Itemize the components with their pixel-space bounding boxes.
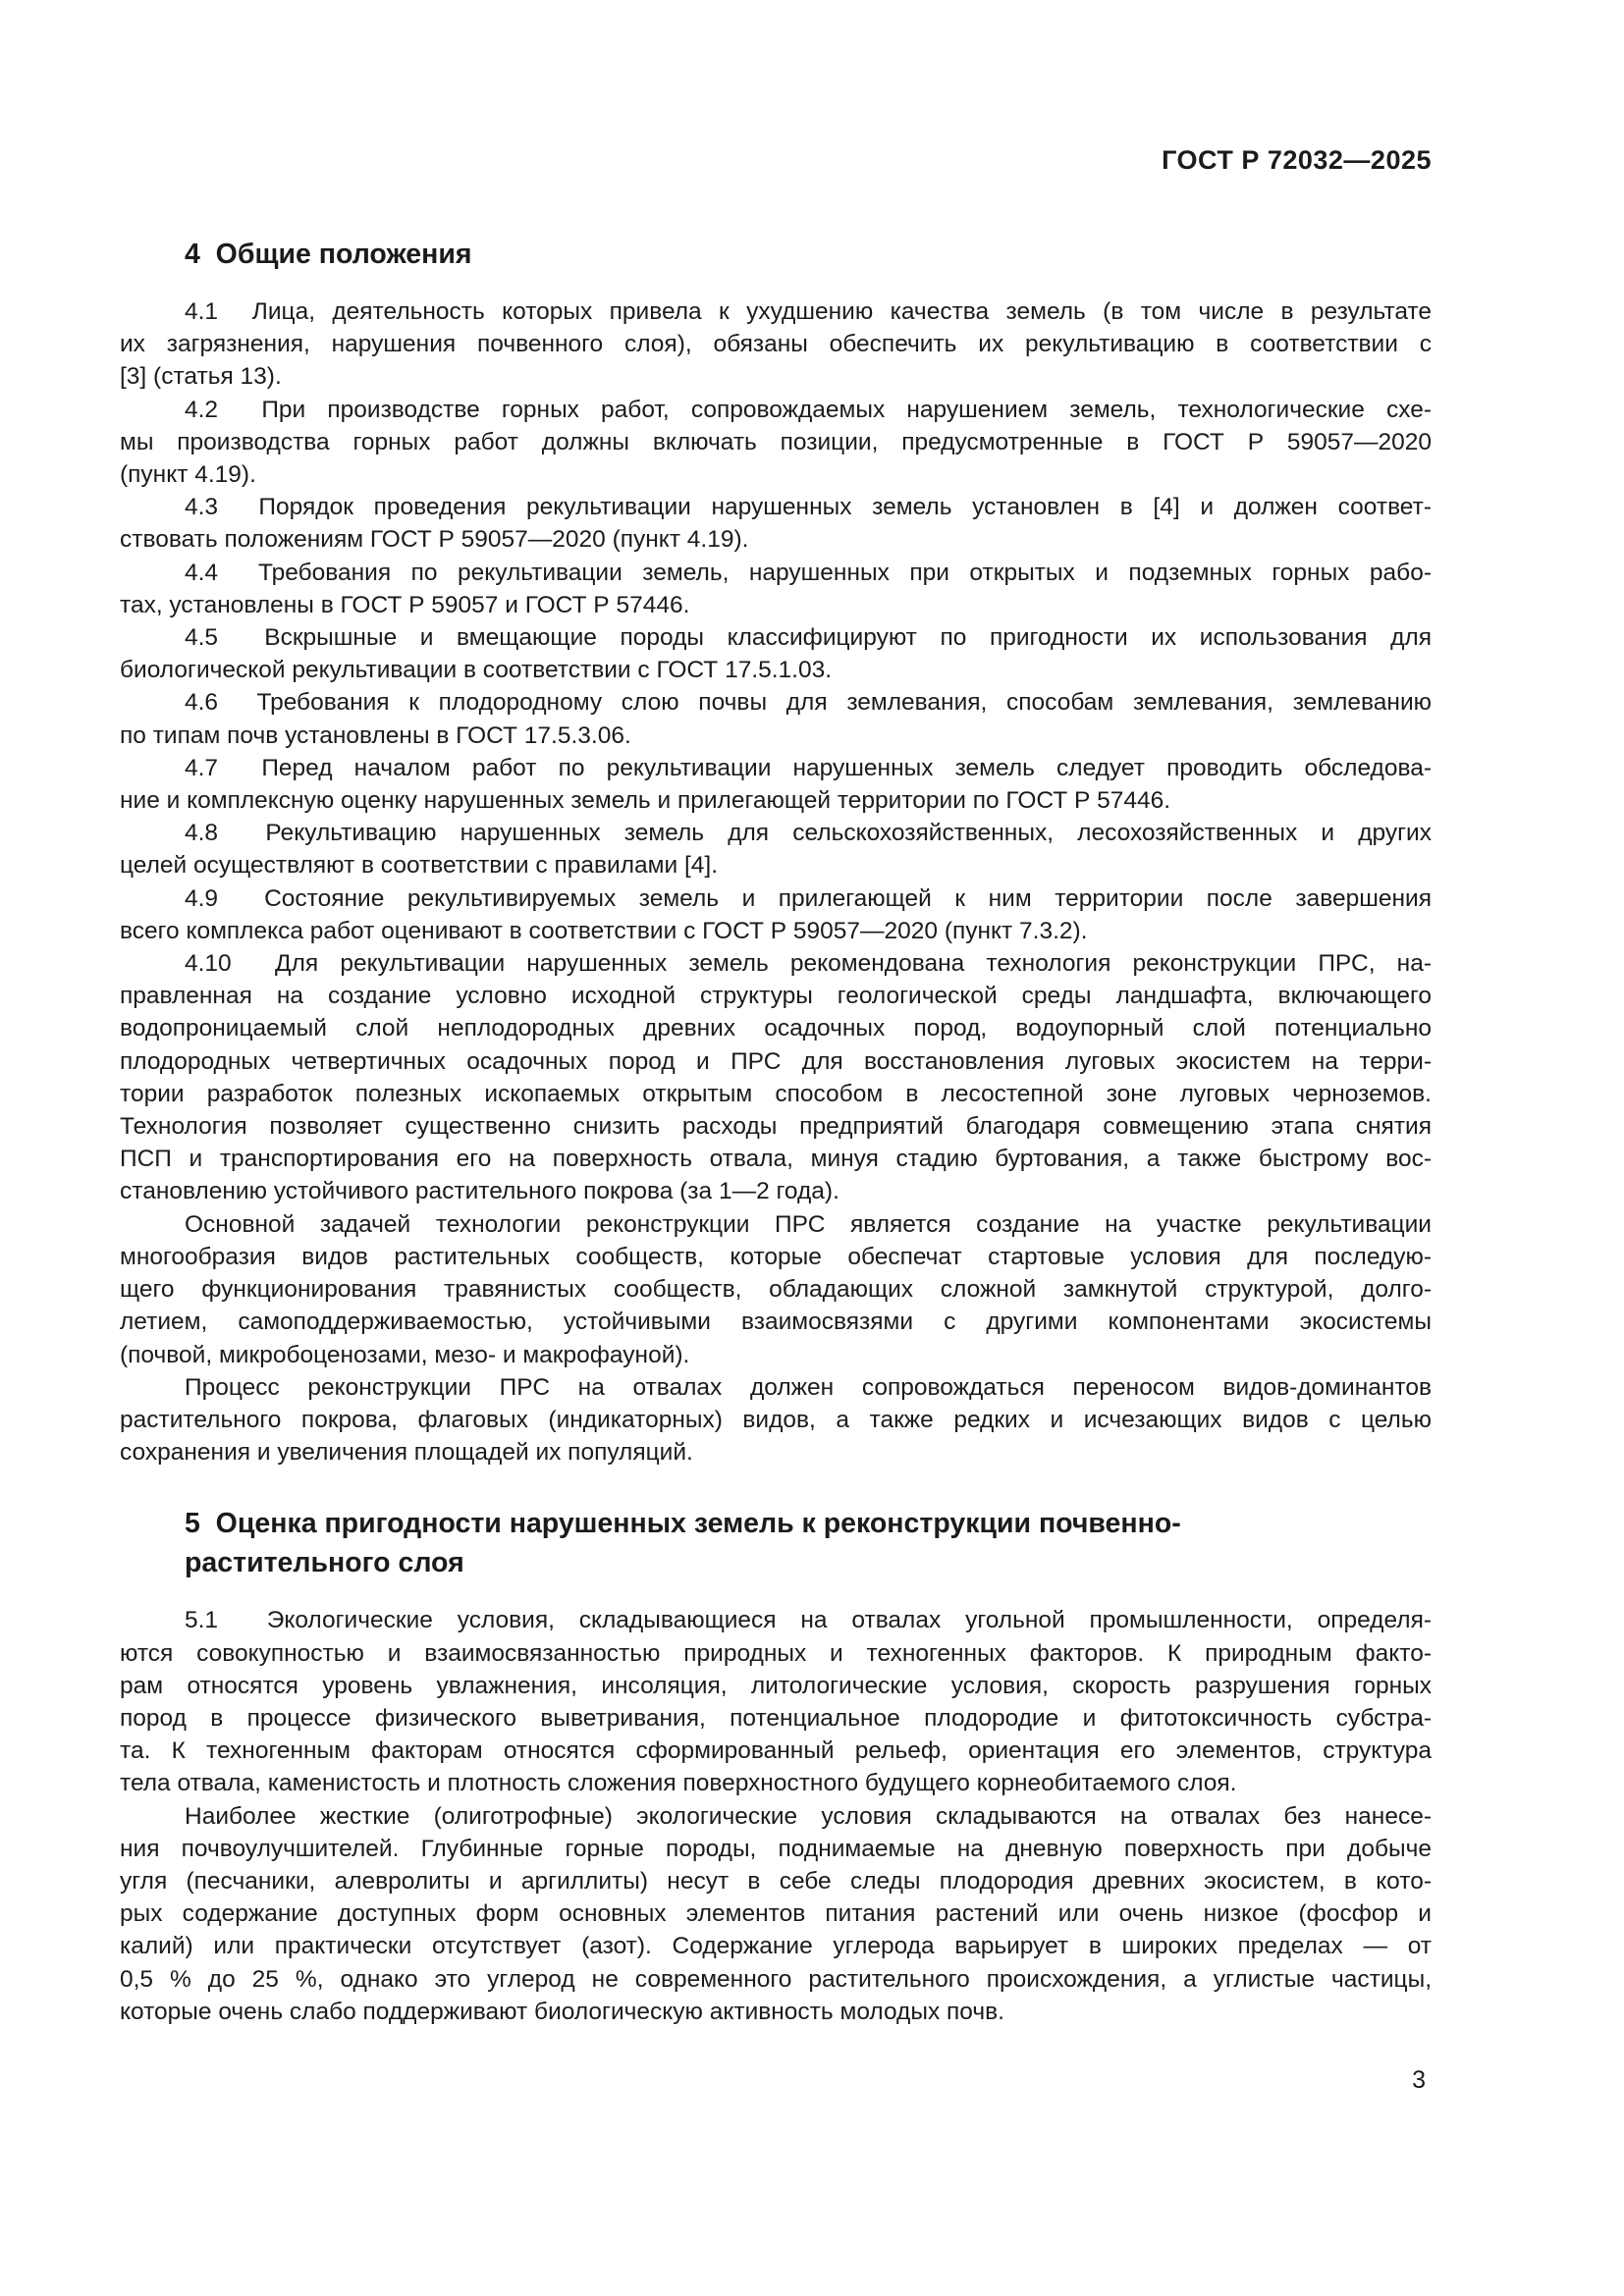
text-line: тории разработок полезных ископаемых открытым способом в лесостепной зоне луговых черноземов. xyxy=(120,1080,1432,1107)
text-line: 4.4 Требования по рекультивации земель, нарушенных при открытых и подземных горных рабо- xyxy=(185,559,1432,586)
text-line: летием, самоподдерживаемостью, устойчивыми взаимосвязями с другими компонентами экосистемы xyxy=(120,1308,1432,1336)
section xyxy=(120,235,1432,1468)
paragraph xyxy=(120,1371,1432,1469)
paragraph xyxy=(120,882,1432,947)
text-line: (пункт 4.19). xyxy=(120,461,256,489)
text-line: 4.9 Состояние рекультивируемых земель и прилегающей к ним территории после завершения xyxy=(185,884,1432,912)
text-line: биологической рекультивации в соответствии с ГОСТ 17.5.1.03. xyxy=(120,657,833,684)
text-line: 4.3 Порядок проведения рекультивации нарушенных земель установлен в [4] и должен соответ- xyxy=(185,494,1432,521)
text-line: которые очень слабо поддерживают биологическую активность молодых почв. xyxy=(120,1998,1004,2025)
text-line: сохранения и увеличения площадей их популяций. xyxy=(120,1439,693,1467)
text-line: всего комплекса работ оценивают в соответствии с ГОСТ Р 59057—2020 (пункт 7.3.2). xyxy=(120,917,1088,944)
text-line: ствовать положениям ГОСТ Р 59057—2020 (пункт 4.19). xyxy=(120,526,749,554)
text-line: их загрязнения, нарушения почвенного слоя), обязаны обеспечить их рекультивацию в соответствии с xyxy=(120,331,1432,358)
text-line: рам относятся уровень увлажнения, инсоляция, литологические условия, скорость разрушения горных xyxy=(120,1672,1432,1699)
text-line: та. К техногенным факторам относятся сформированный рельеф, ориентация его элементов, структура xyxy=(120,1737,1432,1765)
paragraph xyxy=(120,947,1432,1208)
text-line: растительного покрова, флаговых (индикаторных) видов, а также редких и исчезающих видов с целью xyxy=(120,1406,1432,1433)
text-line: угля (песчаники, алевролиты и аргиллиты) несут в себе следы плодородия древних экосистем, в кото- xyxy=(120,1867,1432,1895)
paragraph xyxy=(120,1604,1432,1799)
text-line: водопроницаемый слой неплодородных древних осадочных пород, водоупорный слой потенциально xyxy=(120,1015,1432,1042)
text-line: 4.5 Вскрышные и вмещающие породы классифицируют по пригодности их использования для xyxy=(185,624,1432,652)
text-line: 5.1 Экологические условия, складывающиеся на отвалах угольной промышленности, определя- xyxy=(185,1607,1432,1634)
content xyxy=(120,0,1432,2093)
section-heading xyxy=(120,1504,1432,1582)
text-line: ния почвоулучшителей. Глубинные горные породы, поднимаемые на дневную поверхность при добыче xyxy=(120,1835,1432,1862)
text-line: ются совокупностью и взаимосвязанностью природных и техногенных факторов. К природным факто- xyxy=(120,1639,1432,1667)
text-line: по типам почв установлены в ГОСТ 17.5.3.06. xyxy=(120,721,631,749)
section-heading xyxy=(120,235,1432,274)
page-number: 3 xyxy=(1412,2065,1426,2094)
section-heading-line: растительного слоя xyxy=(185,1547,464,1579)
text-line: становлению устойчивого растительного покрова (за 1—2 года). xyxy=(120,1178,839,1205)
running-header: ГОСТ Р 72032—2025 xyxy=(1162,145,1432,175)
text-line: ние и комплексную оценку нарушенных земель и прилегающей территории по ГОСТ Р 57446. xyxy=(120,787,1171,815)
text-line: 4.6 Требования к плодородному слою почвы для землевания, способам землевания, землеванию xyxy=(185,689,1432,717)
text-line: целей осуществляют в соответствии с правилами [4]. xyxy=(120,852,718,880)
paragraphs xyxy=(120,1604,1432,2028)
text-line: правленная на создание условно исходной структуры геологической среды ландшафта, включающего xyxy=(120,983,1432,1010)
text-line: калий) или практически отсутствует (азот). Содержание углерода варьирует в широких пределах — от xyxy=(120,1933,1432,1960)
text-line: 4.1 Лица, деятельность которых привела к ухудшению качества земель (в том числе в результате xyxy=(185,298,1432,325)
text-line: (почвой, микробоценозами, мезо- и макрофауной). xyxy=(120,1341,690,1368)
paragraph xyxy=(120,557,1432,621)
text-line: Процесс реконструкции ПРС на отвалах должен сопровождаться переносом видов-доминантов xyxy=(185,1373,1432,1401)
paragraph xyxy=(120,752,1432,817)
paragraph xyxy=(120,491,1432,556)
section xyxy=(120,1504,1432,2028)
text-line: 0,5 % до 25 %, однако это углерод не современного растительного происхождения, а углистые частицы, xyxy=(120,1965,1432,1993)
text-line: тела отвала, каменистость и плотность сложения поверхностного будущего корнеобитаемого слоя. xyxy=(120,1770,1237,1797)
paragraph xyxy=(120,621,1432,686)
paragraph xyxy=(120,394,1432,492)
sections xyxy=(120,235,1432,2028)
text-line: Наиболее жесткие (олиготрофные) экологические условия складываются на отвалах без нанесе- xyxy=(185,1802,1432,1830)
text-line: 4.7 Перед началом работ по рекультивации нарушенных земель следует проводить обследова- xyxy=(185,754,1432,781)
text-line: плодородных четвертичных осадочных пород и ПРС для восстановления луговых экосистем на терри- xyxy=(120,1047,1432,1075)
text-line: рых содержание доступных форм основных элементов питания растений или очень низкое (фосфор и xyxy=(120,1900,1432,1928)
paragraph xyxy=(120,817,1432,881)
text-line: [3] (статья 13). xyxy=(120,363,282,391)
text-line: ПСП и транспортирования его на поверхность отвала, минуя стадию буртования, а также быстрому вос- xyxy=(120,1146,1432,1173)
text-line: Основной задачей технологии реконструкции ПРС является создание на участке рекультивации xyxy=(185,1210,1432,1238)
section-heading-line: 5 Оценка пригодности нарушенных земель к реконструкции почвенно- xyxy=(185,1508,1181,1540)
text-line: пород в процессе физического выветривания, потенциальное плодородие и фитотоксичность субстра- xyxy=(120,1704,1432,1732)
text-line: мы производства горных работ должны включать позиции, предусмотренные в ГОСТ Р 59057—2020 xyxy=(120,428,1432,455)
text-line: Технология позволяет существенно снизить расходы предприятий благодаря совмещению этапа снятия xyxy=(120,1113,1432,1141)
paragraph xyxy=(120,1208,1432,1371)
text-line: 4.8 Рекультивацию нарушенных земель для сельскохозяйственных, лесохозяйственных и других xyxy=(185,820,1432,847)
paragraph xyxy=(120,1800,1432,2028)
paragraph xyxy=(120,686,1432,751)
section-heading-line: 4 Общие положения xyxy=(185,239,472,270)
paragraphs xyxy=(120,295,1432,1468)
text-line: многообразия видов растительных сообществ, которые обеспечат стартовые условия для последую- xyxy=(120,1243,1432,1270)
paragraph xyxy=(120,295,1432,394)
text-line: тах, установлены в ГОСТ Р 59057 и ГОСТ Р 57446. xyxy=(120,591,690,618)
text-line: 4.2 При производстве горных работ, сопровождаемых нарушением земель, технологические схе- xyxy=(185,396,1432,423)
text-line: 4.10 Для рекультивации нарушенных земель рекомендована технология реконструкции ПРС, на- xyxy=(185,950,1432,978)
text-line: щего функционирования травянистых сообществ, обладающих сложной замкнутой структурой, долго- xyxy=(120,1276,1432,1304)
